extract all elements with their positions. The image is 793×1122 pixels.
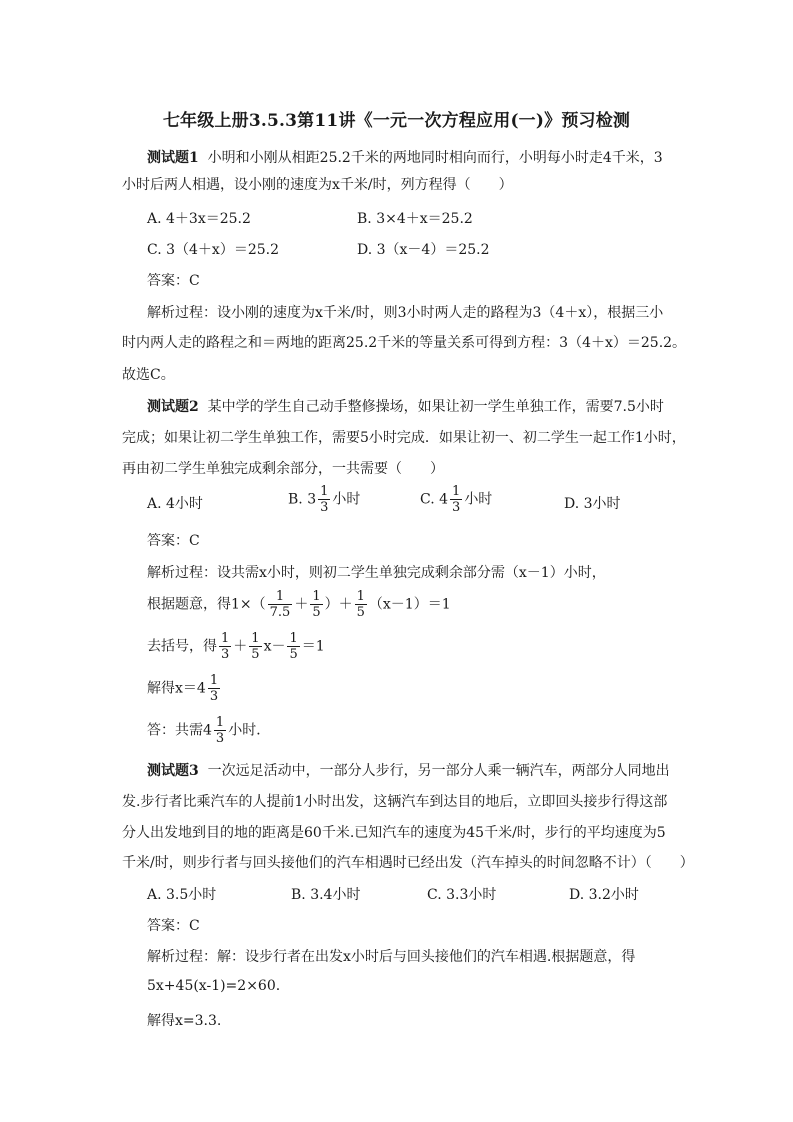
q2-explanation-expand: 去括号，得 $\frac{1}{3}$ ＋ $\frac{1}{5}$ x－ $\frac{1}{5}$ ＝1 [147, 631, 325, 662]
q2-option-d: D. 3小时 [564, 496, 621, 512]
fraction-one-third: $\frac{1}{3}$ [215, 715, 225, 746]
q2-explanation-line1: 解析过程：设共需x小时，则初二学生单独完成剩余部分需（x－1）小时， [147, 565, 606, 581]
q3-stem-line1 [147, 760, 670, 780]
q3-answer: 答案：C [147, 918, 200, 934]
q1-option-c: C. 3（4＋x）＝25.2 [147, 242, 279, 258]
q3-option-c: C. 3.3小时 [427, 887, 497, 903]
q2-label: 测试题2 [147, 399, 199, 415]
q2-option-a: A. 4小时 [147, 496, 203, 512]
q3-option-b: B. 3.4小时 [291, 887, 361, 903]
q3-stem-line3: 分人出发地到目的地的距离是60千米.已知汽车的速度为45千米/时，步行的平均速度为5 [122, 825, 666, 841]
q2-option-b: B. 3 $\frac{1}{3}$ 小时 [288, 484, 361, 515]
q1-text1: 小明和小刚从相距25.2千米的两地同时相向而行，小明每小时走4千米，3 [207, 150, 663, 166]
fraction-one-fifth: $\frac{1}{5}$ [356, 589, 365, 620]
q3-explanation-line2: 5x+45(x-1)=2×60. [147, 978, 281, 994]
q3-label: 测试题3 [147, 763, 199, 779]
q2-answer: 答案：C [147, 533, 200, 549]
fraction-one-fifth: $\frac{1}{5}$ [289, 631, 298, 662]
q2-explanation-solution: 解得x＝4 $\frac{1}{3}$ [147, 673, 219, 704]
q1-stem-line1 [147, 147, 663, 167]
q2-stem-line3: 再由初二学生单独完成剩余部分，一共需要（ ） [122, 461, 444, 477]
q1-explanation-line3: 故选C。 [122, 367, 175, 383]
q3-stem-line2: 发.步行者比乘汽车的人提前1小时出发，这辆汽车到达目的地后，立即回头接步行得这部 [122, 794, 668, 810]
fraction-one-third: $\frac{1}{3}$ [221, 631, 230, 662]
q1-option-d: D. 3（x－4）＝25.2 [357, 242, 490, 258]
q2-option-c: C. 4 $\frac{1}{3}$ 小时 [420, 484, 493, 515]
q3-text1: 一次远足活动中，一部分人步行，另一部分人乘一辆汽车，两部分人同地出 [207, 763, 670, 779]
fraction-one-third: $\frac{1}{3}$ [209, 673, 219, 704]
fraction-one-fifth: $\frac{1}{5}$ [251, 631, 260, 662]
q1-stem-line2: 小时后两人相遇，设小刚的速度为x千米/时，列方程得（ ） [122, 177, 513, 193]
q1-option-b: B. 3×4＋x＝25.2 [357, 211, 473, 227]
q2-stem-line1 [147, 396, 664, 416]
q3-option-d: D. 3.2小时 [569, 887, 639, 903]
fraction-one-fifth: $\frac{1}{5}$ [312, 589, 321, 620]
q1-option-a: A. 4＋3x＝25.2 [147, 211, 251, 227]
q2-text1: 某中学的学生自己动手整修操场，如果让初一学生单独工作，需要7.5小时 [207, 399, 664, 415]
q3-explanation-line1: 解析过程：解：设步行者在出发x小时后与回头接他们的汽车相遇.根据题意，得 [147, 949, 636, 965]
fraction-one-third: $\frac{1}{3}$ [452, 484, 461, 515]
q3-option-a: A. 3.5小时 [147, 887, 217, 903]
q3-explanation-line3: 解得x=3.3. [147, 1013, 222, 1029]
q2-stem-line2: 完成；如果让初二学生单独工作，需要5小时完成．如果让初一、初二学生一起工作1小时， [122, 430, 686, 446]
q1-explanation-line2: 时内两人走的路程之和＝两地的距离25.2千米的等量关系可得到方程：3（4＋x）＝25.2。 [122, 335, 687, 351]
fraction-one-over-7-5: $\frac{1}{7.5}$ [269, 589, 291, 620]
q2-explanation-conclusion: 答：共需4 $\frac{1}{3}$ 小时． [147, 715, 271, 746]
fraction-one-third: $\frac{1}{3}$ [320, 484, 329, 515]
q1-answer: 答案：C [147, 273, 200, 289]
q3-stem-line4: 千米/时，则步行者与回头接他们的汽车相遇时已经出发（汽车掉头的时间忽略不计）（ ） [122, 855, 694, 871]
q1-explanation-line1: 解析过程：设小刚的速度为x千米/时，则3小时两人走的路程为3（4＋x），根据三小 [147, 305, 664, 321]
q2-explanation-equation: 根据题意，得1×（ $\frac{1}{7.5}$ ＋ $\frac{1}{5}$ ）＋ $\frac{1}{5}$ （x－1）＝1 [147, 589, 451, 620]
q1-label: 测试题1 [147, 150, 199, 166]
page-title: 七年级上册3.5.3第11讲《一元一次方程应用(一)》预习检测 [162, 111, 631, 131]
